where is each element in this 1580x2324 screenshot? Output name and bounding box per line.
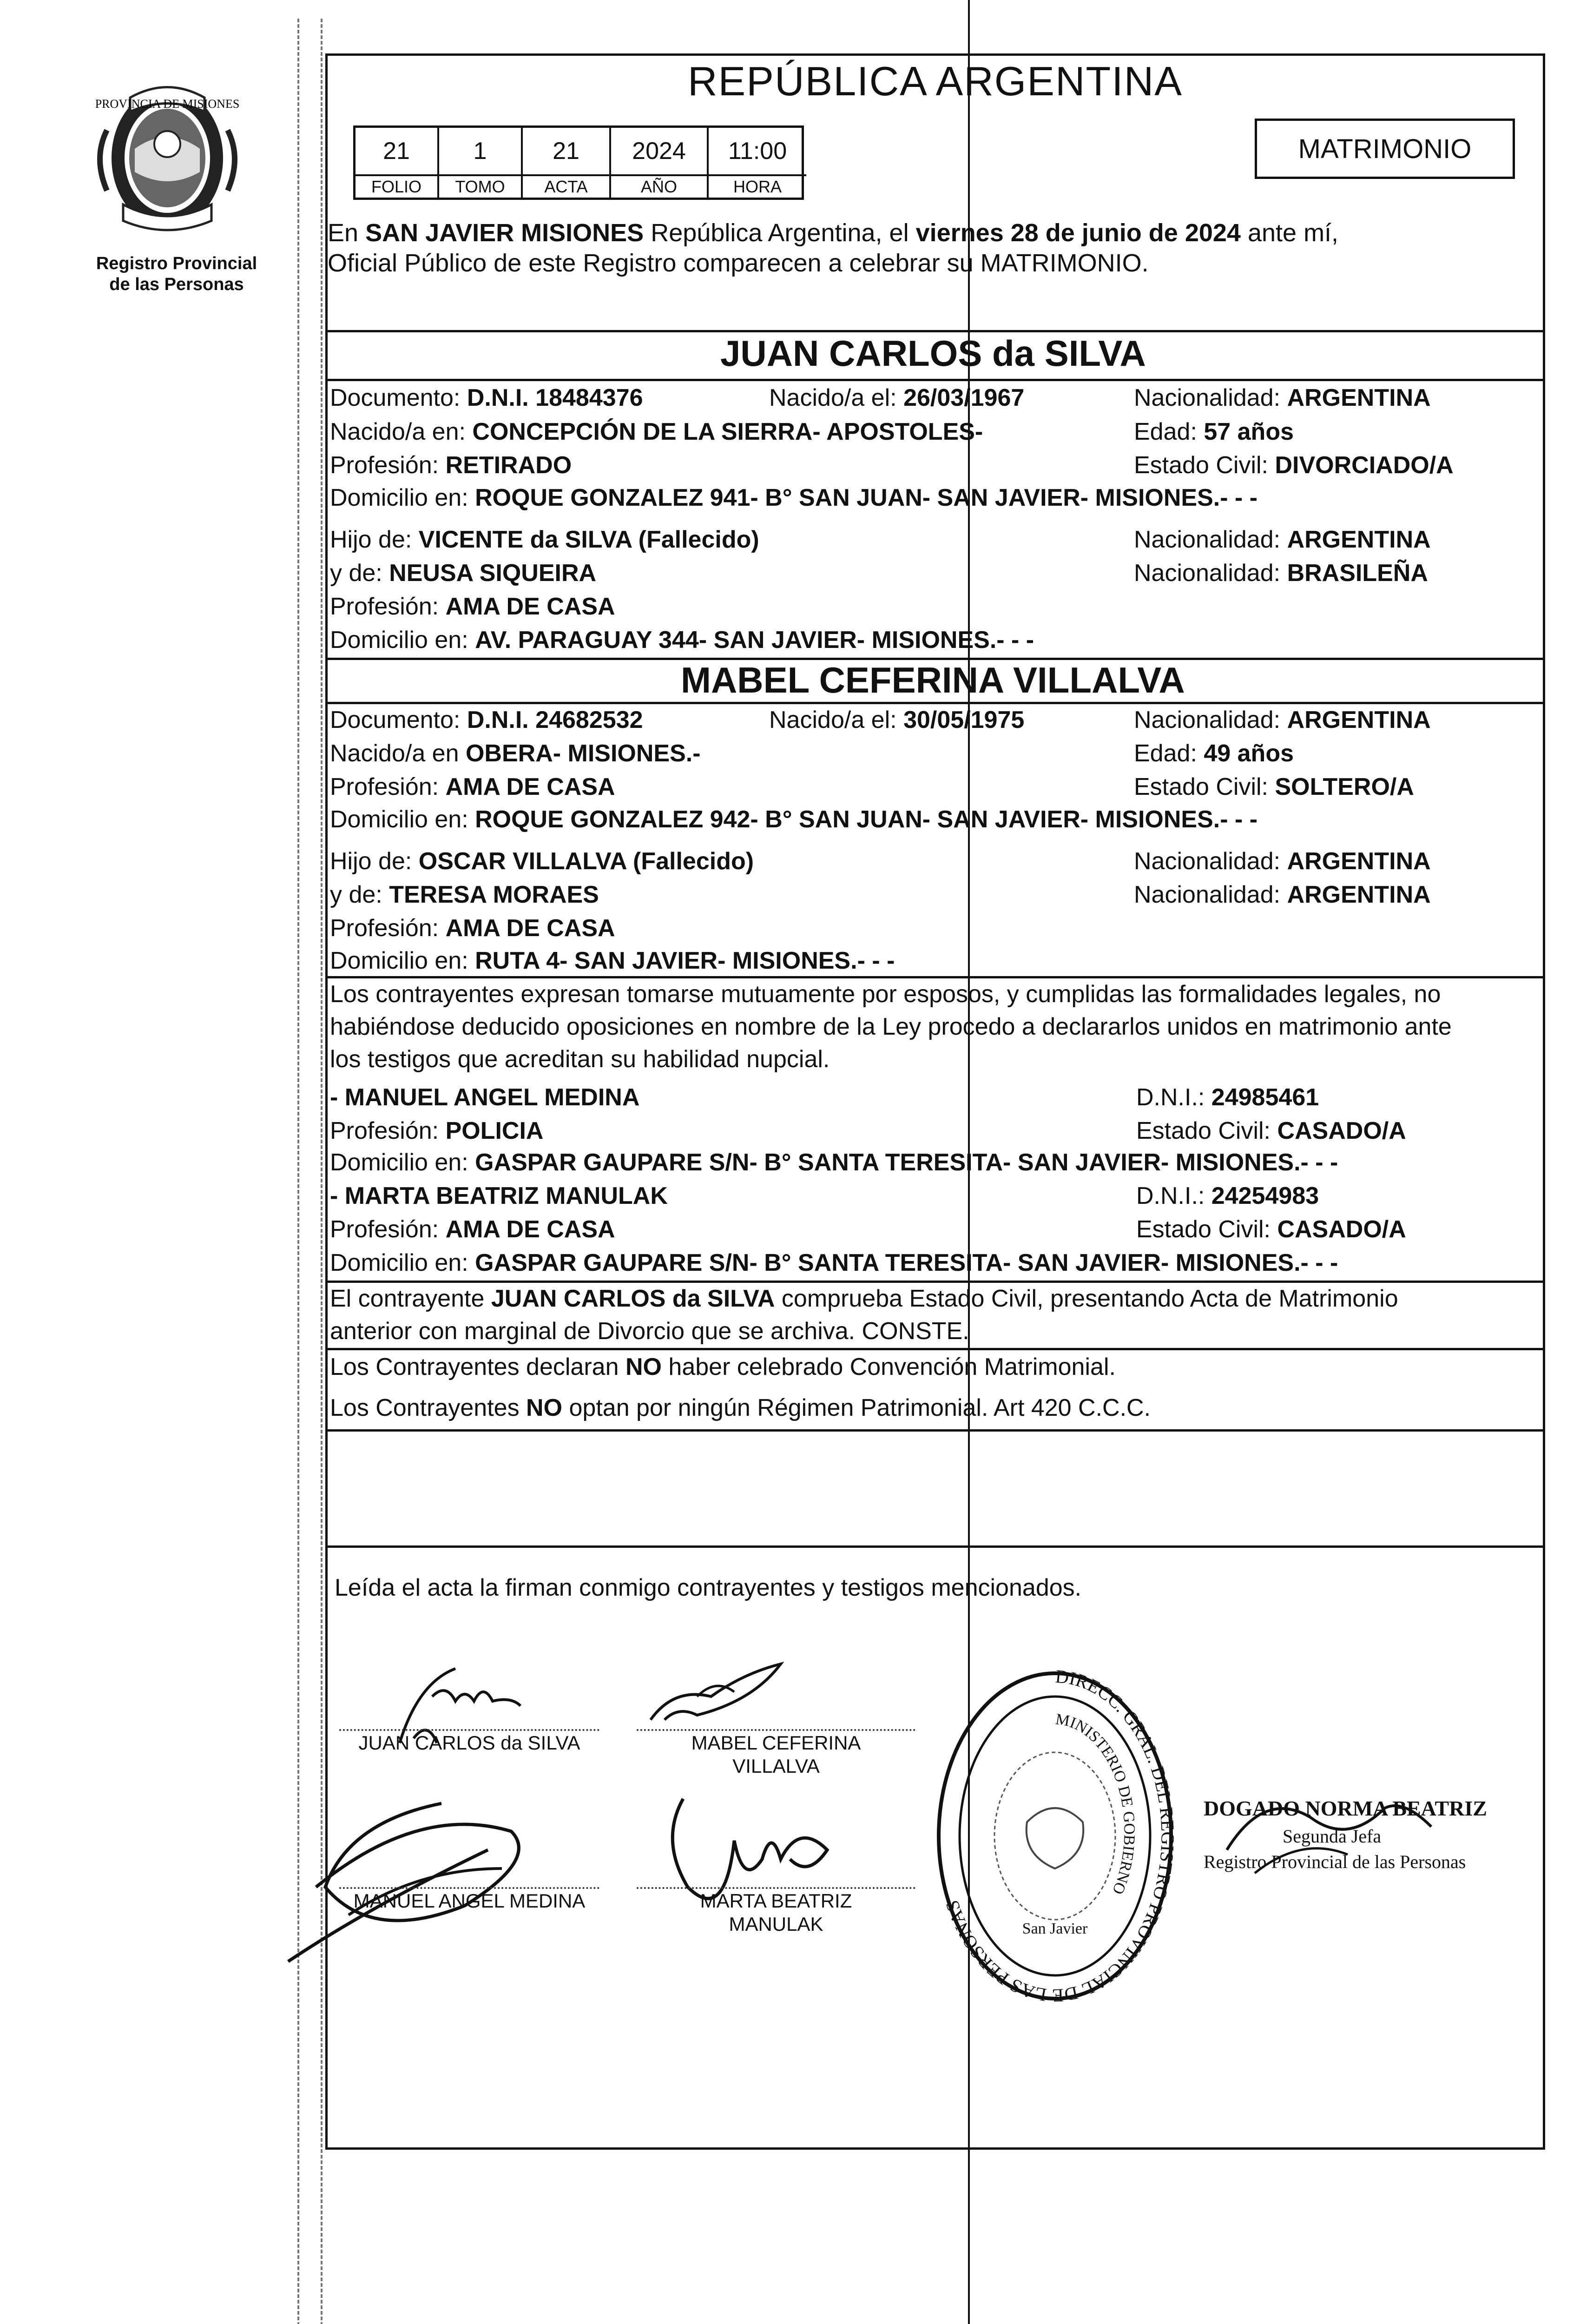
groom-doc: D.N.I. 18484376 (467, 384, 643, 411)
bride-doc: D.N.I. 24682532 (467, 706, 643, 733)
groom-born-row (769, 383, 1024, 412)
witness2-signature-name-2: MANULAK (729, 1913, 823, 1935)
groom-nat: ARGENTINA (1287, 384, 1431, 411)
logo-caption-line2: de las Personas (109, 275, 244, 294)
groom-dom-label: Domicilio en: (330, 484, 468, 511)
groom-mother-nat-row (1134, 559, 1428, 588)
witness1-dom: GASPAR GAUPARE S/N- B° SANTA TERESITA- SAN JAVIER- MISIONES.- - - (475, 1149, 1338, 1176)
bride-parents-dom-label: Domicilio en: (330, 947, 468, 974)
witness1-signature (288, 1803, 519, 1961)
witness1-prof: POLICIA (445, 1117, 544, 1144)
groom-doc-row (330, 383, 643, 412)
witness2-civil-row (1136, 1215, 1406, 1244)
bride-civil-row (1134, 772, 1414, 801)
regime-note (330, 1393, 1151, 1422)
witness2-name: - MARTA BEATRIZ MANULAK (330, 1182, 668, 1209)
tomo-label: TOMO (439, 174, 523, 198)
intro-date: viernes 28 de junio de 2024 (915, 219, 1241, 247)
groom-father-nat-row (1134, 525, 1431, 554)
witness1-civil: CASADO/A (1277, 1117, 1406, 1144)
conv-b: NO (625, 1353, 662, 1380)
bride-nat-row (1134, 706, 1431, 734)
witness2-dni: 24254983 (1211, 1182, 1319, 1209)
groom-father: VICENTE da SILVA (Fallecido) (418, 526, 759, 553)
groom-dom-row (330, 483, 1257, 512)
note1-b: JUAN CARLOS da SILVA (491, 1285, 775, 1312)
divider-8 (325, 1429, 1545, 1432)
witness2-prof: AMA DE CASA (445, 1216, 615, 1243)
bride-prof: AMA DE CASA (445, 773, 615, 800)
bride-father-nat: ARGENTINA (1287, 848, 1431, 875)
intro-en: En (328, 219, 359, 247)
seal-city-text: San Javier (1022, 1920, 1088, 1937)
groom-parents-prof: AMA DE CASA (445, 593, 615, 620)
witness1-dni-label: D.N.I.: (1136, 1084, 1205, 1111)
witness1-civil-label: Estado Civil: (1136, 1117, 1271, 1144)
reg-c: optan por ningún Régimen Patrimonial. Art 420 C.C.C. (569, 1394, 1151, 1421)
groom-parents-dom-row (330, 626, 1034, 654)
bride-mother-label: y de: (330, 881, 382, 908)
witness2-signature-name-1: MARTA BEATRIZ (700, 1890, 852, 1912)
conv-a: Los Contrayentes declaran (330, 1353, 619, 1380)
witness2-dni-label: D.N.I.: (1136, 1182, 1205, 1209)
margin-rule-left (297, 19, 299, 2324)
bride-mother-nat: ARGENTINA (1287, 881, 1431, 908)
bride-birthplace: OBERA- MISIONES.- (465, 740, 701, 767)
logo-caption-line1: Registro Provincial (96, 254, 257, 273)
bride-mother-row (330, 880, 599, 909)
note1-line2: anterior con marginal de Divorcio que se archiva. CONSTE. (330, 1318, 969, 1345)
anio-value: 2024 (611, 128, 709, 174)
bride-signature-name-2: VILLALVA (732, 1755, 820, 1777)
bride-parents-prof: AMA DE CASA (445, 915, 615, 942)
witness1-prof-row (330, 1116, 544, 1145)
intro-mid: República Argentina, el (651, 219, 909, 247)
bride-age-label: Edad: (1134, 740, 1197, 767)
tomo-value: 1 (439, 128, 523, 174)
bride-dom: ROQUE GONZALEZ 942- B° SAN JUAN- SAN JAVIER- MISIONES.- - - (475, 806, 1258, 833)
groom-father-row (330, 525, 759, 554)
groom-parents-dom: AV. PARAGUAY 344- SAN JAVIER- MISIONES.- - - (475, 627, 1034, 654)
groom-parents-prof-row (330, 592, 615, 621)
witness2-dom-label: Domicilio en: (330, 1249, 468, 1276)
divider-2 (325, 379, 1545, 381)
bride-father: OSCAR VILLALVA (Fallecido) (418, 848, 754, 875)
bride-doc-row (330, 706, 643, 734)
seal-outer-text: DIRECC. GRAL. DEL REGISTRO PROVINCIAL DE LAS PERSONAS (941, 1665, 1178, 2007)
groom-nat-row (1134, 383, 1431, 412)
groom-civil-row (1134, 451, 1454, 480)
bride-father-row (330, 847, 754, 876)
witness1-name: - MANUEL ANGEL MEDINA (330, 1084, 640, 1111)
bride-dom-label: Domicilio en: (330, 806, 468, 833)
logo-text: PROVINCIA DE MISIONES (95, 97, 240, 111)
groom-prof-label: Profesión: (330, 452, 439, 479)
bride-age-row (1134, 739, 1294, 768)
witness2-prof-row (330, 1215, 615, 1244)
witness2-dni-row (1136, 1182, 1319, 1210)
official-signature (1208, 1780, 1450, 1882)
bride-age: 49 años (1204, 740, 1294, 767)
divider-6 (325, 1281, 1545, 1283)
divider-7 (325, 1348, 1545, 1350)
groom-nat-label: Nacionalidad: (1134, 384, 1281, 411)
divider-9 (325, 1545, 1545, 1548)
groom-father-nat: ARGENTINA (1287, 526, 1431, 553)
groom-born: 26/03/1967 (903, 384, 1025, 411)
convention-note (330, 1353, 1116, 1381)
bride-civil-label: Estado Civil: (1134, 773, 1268, 800)
groom-age: 57 años (1204, 418, 1294, 445)
groom-signature-name: JUAN CARLOS da SILVA (358, 1732, 580, 1754)
bride-signature-name-1: MABEL CEFERINA (691, 1732, 861, 1754)
divider-4 (325, 702, 1545, 704)
intro-end: ante mí, (1247, 219, 1339, 247)
reg-a: Los Contrayentes (330, 1394, 520, 1421)
declaration-line3: los testigos que acreditan su habilidad nupcial. (330, 1046, 830, 1073)
witness1-dni: 24985461 (1211, 1084, 1319, 1111)
witness2-civil: CASADO/A (1277, 1216, 1406, 1243)
witness1-signature-name: MANUEL ANGEL MEDINA (353, 1890, 586, 1912)
registry-numbers-box (353, 125, 804, 200)
closing-text: Leída el acta la firman conmigo contrayentes y testigos mencionados. (335, 1574, 1082, 1601)
hora-value: 11:00 (728, 138, 787, 165)
intro-line2: Oficial Público de este Registro comparecen a celebrar su MATRIMONIO. (328, 249, 1149, 277)
bride-father-nat-row (1134, 847, 1431, 876)
bride-nat-label: Nacionalidad: (1134, 706, 1281, 733)
intro-line1 (328, 218, 1338, 247)
bride-born-row (769, 706, 1024, 734)
bride-father-nat-label: Nacionalidad: (1134, 848, 1281, 875)
groom-birthplace-label: Nacido/a en: (330, 418, 466, 445)
margin-rule-left-2 (321, 19, 323, 2324)
bride-parents-dom-row (330, 946, 895, 975)
groom-father-label: Hijo de: (330, 526, 412, 553)
bride-parents-dom: RUTA 4- SAN JAVIER- MISIONES.- - - (475, 947, 895, 974)
groom-prof-row (330, 451, 572, 480)
bride-parents-prof-label: Profesión: (330, 915, 439, 942)
bride-signature (651, 1664, 781, 1720)
acta-value: 21 (523, 128, 611, 174)
bride-name-heading: MABEL CEFERINA VILLALVA (681, 660, 1185, 700)
groom-prof: RETIRADO (445, 452, 572, 479)
groom-father-nat-label: Nacionalidad: (1134, 526, 1281, 553)
bride-prof-label: Profesión: (330, 773, 439, 800)
groom-birthplace: CONCEPCIÓN DE LA SIERRA- APOSTOLES- (472, 418, 983, 445)
witness1-dni-row (1136, 1083, 1319, 1112)
official-registry: Registro Provincial de las Personas (1204, 1851, 1466, 1872)
groom-civil: DIVORCIADO/A (1275, 452, 1454, 479)
reg-b: NO (526, 1394, 563, 1421)
folio-label: FOLIO (356, 174, 439, 198)
witness1-civil-row (1136, 1116, 1406, 1145)
groom-mother-nat: BRASILEÑA (1287, 560, 1428, 587)
groom-age-label: Edad: (1134, 418, 1197, 445)
bride-birthplace-label: Nacido/a en (330, 740, 459, 767)
document-title: REPÚBLICA ARGENTINA (688, 58, 1183, 104)
witness2-signature-line (637, 1887, 915, 1889)
conv-c: haber celebrado Convención Matrimonial. (668, 1353, 1116, 1380)
bride-nat: ARGENTINA (1287, 706, 1431, 733)
bride-civil: SOLTERO/A (1275, 773, 1414, 800)
witness2-civil-label: Estado Civil: (1136, 1216, 1271, 1243)
bride-signature-line (637, 1729, 915, 1731)
groom-civil-label: Estado Civil: (1134, 452, 1268, 479)
official-seal (925, 1655, 1185, 2008)
witness2-dom: GASPAR GAUPARE S/N- B° SANTA TERESITA- SAN JAVIER- MISIONES.- - - (475, 1249, 1338, 1276)
groom-parents-prof-label: Profesión: (330, 593, 439, 620)
bride-born: 30/05/1975 (903, 706, 1025, 733)
witness1-dom-row (330, 1148, 1338, 1177)
groom-name-heading: JUAN CARLOS da SILVA (720, 333, 1146, 374)
declaration-line2: habiéndose deducido oposiciones en nombre de la Ley procedo a declararlos unidos en matrimonio ante (330, 1013, 1452, 1040)
acta-label: ACTA (523, 174, 611, 198)
official-title: Segunda Jefa (1283, 1826, 1382, 1847)
bride-parents-prof-row (330, 914, 615, 943)
official-name: DOGADO NORMA BEATRIZ (1204, 1796, 1487, 1820)
groom-parents-dom-label: Domicilio en: (330, 627, 468, 654)
folio-value: 21 (356, 128, 439, 174)
groom-signature-line (339, 1729, 599, 1731)
groom-age-row (1134, 417, 1294, 446)
bride-prof-row (330, 772, 615, 801)
witness2-prof-label: Profesión: (330, 1216, 439, 1243)
note1-c: comprueba Estado Civil, presentando Acta de Matrimonio (781, 1285, 1398, 1312)
groom-dom: ROQUE GONZALEZ 941- B° SAN JUAN- SAN JAVIER- MISIONES.- - - (475, 484, 1258, 511)
divider-5 (325, 976, 1545, 978)
groom-mother-label: y de: (330, 560, 382, 587)
bride-mother-nat-label: Nacionalidad: (1134, 881, 1281, 908)
seal-inner-text: MINISTERIO DE GOBIERNO (1054, 1710, 1138, 1897)
note1-a: El contrayente (330, 1285, 485, 1312)
groom-mother-nat-label: Nacionalidad: (1134, 560, 1281, 587)
intro-place: SAN JAVIER MISIONES (365, 219, 644, 247)
witness1-prof-label: Profesión: (330, 1117, 439, 1144)
witness1-signature-line (339, 1887, 599, 1889)
note1-line1 (330, 1284, 1398, 1313)
bride-mother: TERESA MORAES (389, 881, 599, 908)
bride-dom-row (330, 805, 1257, 834)
bride-mother-nat-row (1134, 880, 1431, 909)
declaration-line1: Los contrayentes expresan tomarse mutuamente por esposos, y cumplidas las formalidades legales, no (330, 981, 1441, 1008)
anio-label: AÑO (611, 174, 709, 198)
province-crest-logo (79, 79, 256, 237)
bride-father-label: Hijo de: (330, 848, 412, 875)
groom-birthplace-row (330, 417, 983, 446)
groom-mother-row (330, 559, 596, 588)
groom-doc-label: Documento: (330, 384, 461, 411)
bride-born-label: Nacido/a el: (769, 706, 897, 733)
hora-label: HORA (709, 174, 806, 198)
groom-born-label: Nacido/a el: (769, 384, 897, 411)
witness2-dom-row (330, 1248, 1338, 1277)
act-type-box: MATRIMONIO (1255, 119, 1515, 179)
witness2-signature (672, 1799, 827, 1899)
bride-doc-label: Documento: (330, 706, 461, 733)
bride-birthplace-row (330, 739, 701, 768)
witness1-dom-label: Domicilio en: (330, 1149, 468, 1176)
groom-mother: NEUSA SIQUEIRA (389, 560, 597, 587)
